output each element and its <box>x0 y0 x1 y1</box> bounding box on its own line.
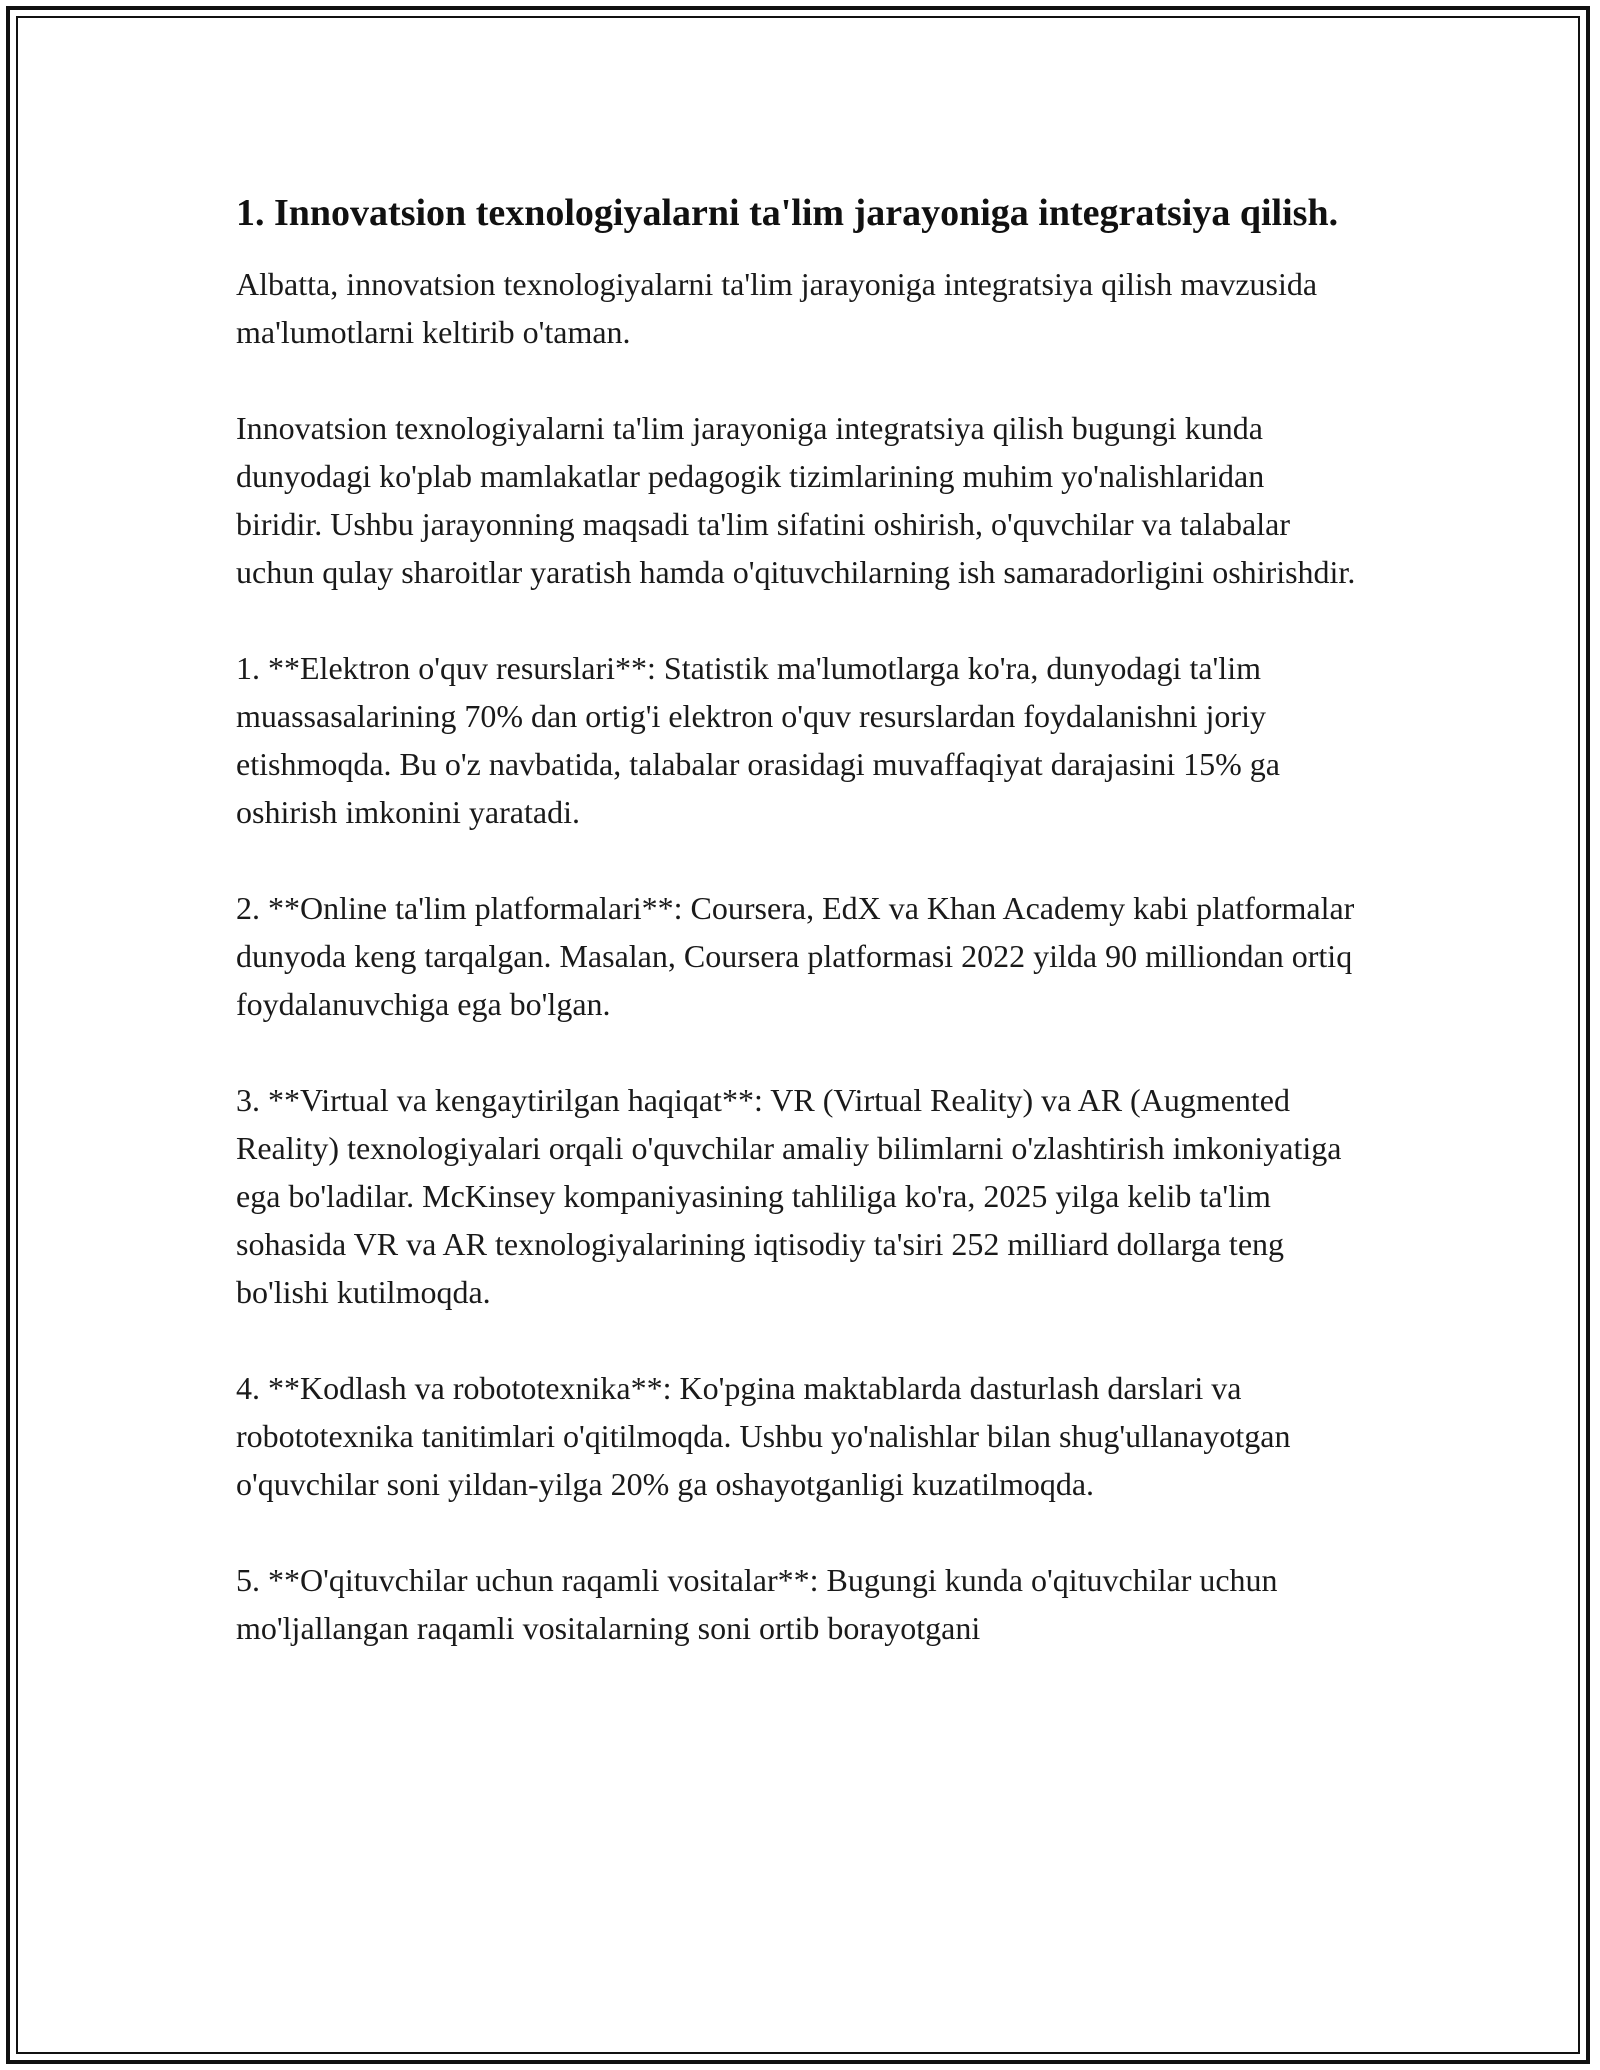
list-item-coding-robotics: 4. **Kodlash va robototexnika**: Ko'pgina maktablarda dasturlash darslari va robototexnika tanitimlari o'qitilmoqda. Ushbu yo'nalishlar bilan shug'ullanayotgan o'quvchilar soni yildan-yilga 20% ga oshayotganligi kuzatilmoqda. <box>236 1370 1291 1502</box>
overview-paragraph: Innovatsion texnologiyalarni ta'lim jarayoniga integratsiya qilish bugungi kunda dunyodagi ko'plab mamlakatlar pedagogik tizimlarining muhim yo'nalishlaridan biridir. Ushbu jarayonning maqsadi ta'lim sifatini oshirish, o'quvchilar va talabalar uchun qulay sharoitlar yaratish hamda o'qituvchilarning ish samaradorligini oshirishdir. <box>236 410 1356 590</box>
list-item-online-platforms: 2. **Online ta'lim platformalari**: Coursera, EdX va Khan Academy kabi platformalar dunyoda keng tarqalgan. Masalan, Coursera platformasi 2022 yilda 90 milliondan ortiq foydalanuvchiga ega bo'lgan. <box>236 890 1355 1022</box>
document-body <box>236 186 1356 1700</box>
document-title: 1. Innovatsion texnologiyalarni ta'lim jarayoniga integratsiya qilish. <box>236 192 1339 234</box>
intro-paragraph: Albatta, innovatsion texnologiyalarni ta'lim jarayoniga integratsiya qilish mavzusida ma'lumotlarni keltirib o'taman. <box>236 266 1318 350</box>
list-item-virtual-reality: 3. **Virtual va kengaytirilgan haqiqat**: VR (Virtual Reality) va AR (Augmented Reality) texnologiyalari orqali o'quvchilar amaliy bilimlarni o'zlashtirish imkoniyatiga ega bo'ladilar. McKinsey kompaniyasining tahliliga ko'ra, 2025 yilga kelib ta'lim sohasida VR va AR texnologiyalarining iqtisodiy ta'siri 252 milliard dollarga teng bo'lishi kutilmoqda. <box>236 1082 1342 1310</box>
list-item-digital-tools: 5. **O'qituvchilar uchun raqamli vositalar**: Bugungi kunda o'qituvchilar uchun mo'ljallangan raqamli vositalarning soni ortib borayotgani <box>236 1562 1278 1646</box>
list-item-electronic-resources: 1. **Elektron o'quv resurslari**: Statistik ma'lumotlarga ko'ra, dunyodagi ta'lim muassasalarining 70% dan ortig'i elektron o'quv resurslardan foydalanishni joriy etishmoqda. Bu o'z navbatida, talabalar orasidagi muvaffaqiyat darajasini 15% ga oshirish imkonini yaratadi. <box>236 650 1280 830</box>
